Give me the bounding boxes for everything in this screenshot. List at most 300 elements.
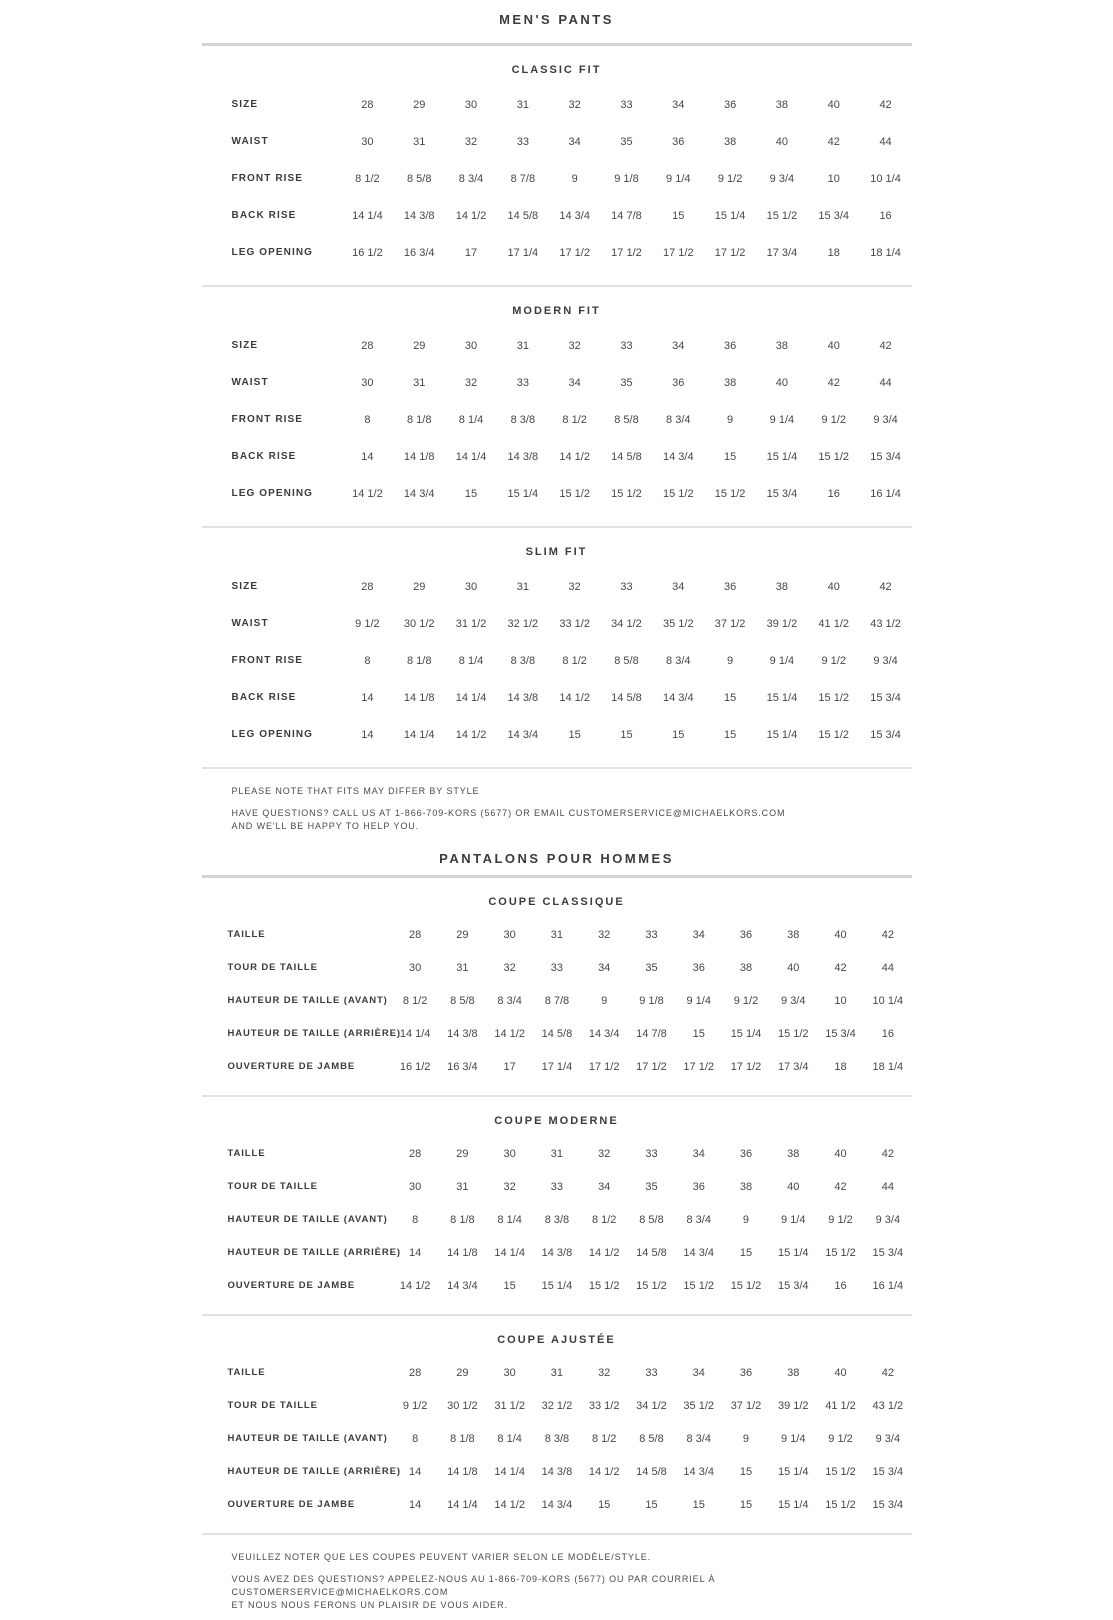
cell-value: 15 1/4: [777, 1246, 809, 1259]
cell-value: 42: [834, 1180, 847, 1193]
cell-value: 38: [723, 135, 737, 148]
cell-value: 15 1/2: [777, 1027, 809, 1040]
row-label: HAUTEUR DE TAILLE (ARRIÈRE): [227, 1247, 401, 1258]
cell-value: 8 1/4: [497, 1213, 522, 1226]
cell-value: 15 1/4: [777, 1465, 809, 1478]
cell-value: 16 1/2: [399, 1060, 431, 1073]
cell-value: 8 3/8: [510, 654, 536, 667]
cell-value: 8 1/2: [562, 654, 587, 667]
size-table: [202, 918, 912, 1083]
row-label: TOUR DE TAILLE: [227, 1400, 318, 1411]
cell-value: 33: [645, 928, 658, 941]
cell-value: 16: [827, 487, 840, 500]
cell-value: 9 1/8: [614, 172, 639, 185]
cell-value: 40: [775, 376, 789, 389]
row-label: TAILLE: [227, 929, 266, 940]
row-label: SIZE: [231, 99, 259, 110]
size-table: [202, 568, 912, 753]
cell-value: 15 3/4: [777, 1279, 809, 1292]
row-label: OUVERTURE DE JAMBE: [227, 1061, 356, 1072]
row-label: OUVERTURE DE JAMBE: [227, 1499, 356, 1510]
cell-value: 14 1/4: [455, 450, 487, 463]
row-label: LEG OPENING: [231, 488, 314, 499]
cell-value: 10 1/4: [872, 994, 904, 1007]
cell-value: 30: [503, 1366, 516, 1379]
cell-value: 14 1/4: [494, 1465, 525, 1478]
cell-value: 36: [692, 1180, 705, 1193]
cell-value: 17 3/4: [766, 246, 798, 259]
cell-value: 35: [620, 376, 633, 389]
row-label: LEG OPENING: [231, 247, 314, 258]
cell-value: 29: [413, 339, 426, 352]
cell-value: 8 3/4: [686, 1213, 711, 1226]
fit-title: SLIM FIT: [525, 546, 588, 558]
cell-value: 16 3/4: [403, 246, 435, 259]
table-row: [202, 1422, 912, 1455]
cell-value: 33: [620, 580, 633, 593]
cell-value: 15 1/2: [825, 1246, 856, 1259]
cell-value: 15: [692, 1498, 705, 1511]
cell-value: 31: [456, 1180, 469, 1193]
table-row: [202, 951, 912, 984]
cell-value: 16: [834, 1279, 847, 1292]
cell-value: 9: [742, 1213, 750, 1226]
cell-value: 8 3/4: [666, 413, 691, 426]
cell-value: 33: [516, 135, 529, 148]
cell-value: 15 1/2: [683, 1279, 715, 1292]
cell-value: 8 1/8: [406, 654, 432, 667]
row-label: WAIST: [231, 377, 269, 388]
cell-value: 42: [881, 1147, 894, 1160]
row-label: OUVERTURE DE JAMBE: [227, 1280, 356, 1291]
cell-value: 33: [550, 961, 564, 974]
cell-value: 40: [827, 98, 840, 111]
cell-value: 32 1/2: [507, 617, 539, 630]
cell-value: 33 1/2: [559, 617, 590, 630]
cell-value: 15 1/4: [507, 487, 539, 500]
cell-value: 14 1/2: [455, 209, 487, 222]
cell-value: 34: [692, 1366, 705, 1379]
cell-value: 18: [834, 1060, 847, 1073]
cell-value: 38: [775, 98, 789, 111]
cell-value: 38: [775, 339, 789, 352]
cell-value: 10: [827, 172, 840, 185]
cell-value: 15 3/4: [825, 1027, 856, 1040]
cell-value: 14 3/4: [403, 487, 435, 500]
row-label: FRONT RISE: [231, 173, 304, 184]
cell-value: 15 1/2: [714, 487, 746, 500]
fit-title: COUPE CLASSIQUE: [488, 896, 625, 908]
cell-value: 8: [364, 654, 371, 667]
cell-value: 9 1/2: [402, 1399, 428, 1412]
cell-value: 17 1/2: [714, 246, 746, 259]
cell-value: 34: [568, 135, 581, 148]
cell-value: 9 3/4: [875, 1213, 901, 1226]
cell-value: 14 5/8: [541, 1027, 573, 1040]
cell-value: 8 3/4: [666, 654, 691, 667]
cell-value: 40: [827, 580, 840, 593]
cell-value: 15 3/4: [872, 1498, 904, 1511]
cell-value: 17 1/2: [611, 246, 642, 259]
cell-value: 14 5/8: [611, 691, 642, 704]
cell-value: 33: [620, 98, 633, 111]
cell-value: 14 3/8: [507, 691, 539, 704]
cell-value: 14 3/4: [447, 1279, 478, 1292]
table-row: [202, 1269, 912, 1302]
cell-value: 8 1/2: [355, 172, 380, 185]
cell-value: 28: [409, 928, 422, 941]
cell-value: 14 1/4: [352, 209, 383, 222]
cell-value: 39 1/2: [777, 1399, 809, 1412]
cell-value: 9: [601, 994, 608, 1007]
cell-value: 32: [464, 135, 478, 148]
table-row: [202, 123, 912, 160]
cell-value: 15 3/4: [870, 450, 901, 463]
cell-value: 40: [775, 135, 789, 148]
cell-value: 18: [827, 246, 840, 259]
table-row: [202, 1170, 912, 1203]
cell-value: 9: [727, 413, 734, 426]
cell-value: 38: [787, 1366, 800, 1379]
cell-value: 14 1/2: [399, 1279, 431, 1292]
cell-value: 39 1/2: [766, 617, 798, 630]
cell-value: 15 3/4: [872, 1465, 904, 1478]
cell-value: 40: [827, 339, 840, 352]
row-label: WAIST: [231, 136, 269, 147]
cell-value: 14 1/4: [403, 728, 435, 741]
cell-value: 14 1/4: [455, 691, 487, 704]
cell-value: 16: [879, 209, 892, 222]
cell-value: 9 1/2: [717, 172, 743, 185]
cell-value: 18 1/4: [872, 1060, 904, 1073]
table-row: [202, 984, 912, 1017]
cell-value: 15 1/2: [611, 487, 642, 500]
table-row: [202, 1488, 912, 1521]
note-contact: HAVE QUESTIONS? CALL US AT 1-866-709-KORS (5677) OR EMAIL CUSTOMERSERVICE@MICHAELKORS.COM AND WE'LL BE HAPPY TO HELP YOU.: [231, 808, 786, 831]
fit-title: COUPE AJUSTÉE: [497, 1334, 616, 1346]
cell-value: 40: [834, 1366, 847, 1379]
cell-value: 8 5/8: [450, 994, 475, 1007]
cell-value: 34: [692, 1147, 705, 1160]
size-table: [202, 86, 912, 271]
cell-value: 9: [571, 172, 578, 185]
cell-value: 14 1/8: [447, 1246, 478, 1259]
note-contact-fr: VOUS AVEZ DES QUESTIONS? APPELEZ-NOUS AU 1-866-709-KORS (5677) OU PAR COURRIEL À CUSTOMERSERVICE@MICHAELKORS.COM ET NOUS NOUS FERONS UN PLAISIR DE VOUS AIDER.: [231, 1574, 716, 1610]
cell-value: 14 5/8: [611, 450, 642, 463]
table-row: [202, 475, 912, 512]
table-row: [202, 716, 912, 753]
cell-value: 15: [739, 1498, 753, 1511]
cell-value: 43 1/2: [872, 1399, 904, 1412]
cell-value: 28: [361, 98, 374, 111]
cell-value: 38: [775, 580, 789, 593]
cell-value: 36: [692, 961, 705, 974]
table-classic-fit: [202, 46, 912, 285]
cell-value: 9 1/2: [355, 617, 380, 630]
table-coupe-classique: [202, 878, 912, 1095]
cell-value: 14 1/4: [447, 1498, 478, 1511]
table-row: [202, 438, 912, 475]
cell-value: 9 1/4: [686, 994, 711, 1007]
cell-value: 16 1/2: [352, 246, 383, 259]
cell-value: 36: [739, 928, 753, 941]
row-label: HAUTEUR DE TAILLE (AVANT): [227, 1214, 388, 1225]
cell-value: 8 5/8: [614, 413, 639, 426]
cell-value: 15 1/2: [730, 1279, 762, 1292]
cell-value: 31 1/2: [455, 617, 487, 630]
cell-value: 17 1/2: [730, 1060, 762, 1073]
cell-value: 14: [361, 450, 374, 463]
cell-value: 29: [456, 1147, 469, 1160]
cell-value: 28: [409, 1147, 422, 1160]
cell-value: 8 3/4: [686, 1432, 711, 1445]
cell-value: 15: [645, 1498, 658, 1511]
cell-value: 16 1/4: [870, 487, 901, 500]
row-label: BACK RISE: [231, 692, 297, 703]
cell-value: 32: [598, 1366, 611, 1379]
table-row: [202, 86, 912, 123]
cell-value: 33 1/2: [588, 1399, 620, 1412]
cell-value: 42: [879, 98, 892, 111]
row-label: FRONT RISE: [231, 414, 304, 425]
cell-value: 17: [503, 1060, 516, 1073]
cell-value: 8 1/8: [450, 1432, 475, 1445]
row-label: TOUR DE TAILLE: [227, 962, 318, 973]
cell-value: 8 3/8: [544, 1213, 570, 1226]
cell-value: 40: [787, 1180, 800, 1193]
cell-value: 14 5/8: [636, 1246, 667, 1259]
table-row: [202, 679, 912, 716]
cell-value: 32: [568, 580, 581, 593]
cell-value: 8 1/8: [406, 413, 432, 426]
cell-value: 31: [413, 376, 426, 389]
cell-value: 8 3/4: [497, 994, 522, 1007]
cell-value: 44: [881, 961, 894, 974]
cell-value: 42: [827, 376, 840, 389]
cell-value: 15: [620, 728, 633, 741]
cell-value: 15 1/2: [588, 1279, 620, 1292]
cell-value: 31: [413, 135, 426, 148]
cell-value: 30: [361, 135, 374, 148]
cell-value: 14: [361, 728, 374, 741]
cell-value: 30: [464, 580, 478, 593]
cell-value: 33: [645, 1366, 658, 1379]
cell-value: 9 1/4: [769, 413, 795, 426]
cell-value: 15 1/2: [636, 1279, 667, 1292]
cell-value: 15: [692, 1027, 705, 1040]
cell-value: 34: [598, 961, 611, 974]
cell-value: 17 1/2: [559, 246, 590, 259]
cell-value: 8: [412, 1213, 419, 1226]
cell-value: 35 1/2: [662, 617, 694, 630]
cell-value: 34: [598, 1180, 611, 1193]
cell-value: 15: [503, 1279, 516, 1292]
cell-value: 15 3/4: [766, 487, 798, 500]
cell-value: 14: [409, 1465, 422, 1478]
table-row: [202, 1389, 912, 1422]
table-row: [202, 160, 912, 197]
table-row: [202, 1236, 912, 1269]
cell-value: 14 7/8: [636, 1027, 667, 1040]
cell-value: 8: [364, 413, 371, 426]
cell-value: 14 3/4: [662, 450, 694, 463]
cell-value: 8 7/8: [510, 172, 536, 185]
cell-value: 33: [645, 1147, 658, 1160]
cell-value: 35: [645, 1180, 658, 1193]
cell-value: 14: [409, 1246, 422, 1259]
cell-value: 15 1/2: [818, 691, 850, 704]
cell-value: 15 1/2: [662, 487, 694, 500]
row-label: BACK RISE: [231, 210, 297, 221]
cell-value: 9 3/4: [875, 1432, 901, 1445]
cell-value: 9 1/4: [769, 654, 795, 667]
cell-value: 8 1/4: [458, 654, 484, 667]
cell-value: 14: [361, 691, 374, 704]
cell-value: 15 1/4: [766, 691, 798, 704]
cell-value: 34 1/2: [611, 617, 642, 630]
cell-value: 15 1/2: [766, 209, 798, 222]
table-row: [202, 327, 912, 364]
cell-value: 34: [672, 339, 685, 352]
cell-value: 40: [834, 928, 847, 941]
cell-value: 30 1/2: [447, 1399, 478, 1412]
cell-value: 15: [672, 209, 685, 222]
cell-value: 17 1/2: [683, 1060, 715, 1073]
table-row: [202, 1455, 912, 1488]
cell-value: 8 5/8: [639, 1213, 664, 1226]
cell-value: 31: [550, 1147, 564, 1160]
cell-value: 9: [727, 654, 734, 667]
cell-value: 8 5/8: [639, 1432, 664, 1445]
cell-value: 30: [503, 1147, 516, 1160]
row-label: SIZE: [231, 340, 259, 351]
cell-value: 15 3/4: [870, 728, 901, 741]
row-label: HAUTEUR DE TAILLE (AVANT): [227, 1433, 388, 1444]
cell-value: 15 1/4: [730, 1027, 762, 1040]
size-guide-page: [202, 0, 912, 1620]
cell-value: 42: [827, 135, 840, 148]
row-label: HAUTEUR DE TAILLE (ARRIÈRE): [227, 1028, 401, 1039]
cell-value: 14 1/2: [494, 1498, 525, 1511]
cell-value: 15: [739, 1465, 753, 1478]
cell-value: 34: [672, 98, 685, 111]
cell-value: 8 5/8: [406, 172, 432, 185]
row-label: SIZE: [231, 581, 259, 592]
table-row: [202, 1050, 912, 1083]
table-row: [202, 1356, 912, 1389]
cell-value: 36: [723, 98, 737, 111]
cell-value: 15 3/4: [818, 209, 850, 222]
cell-value: 14 1/8: [403, 691, 435, 704]
cell-value: 36: [739, 1366, 753, 1379]
cell-value: 16 1/4: [872, 1279, 904, 1292]
row-label: HAUTEUR DE TAILLE (ARRIÈRE): [227, 1466, 401, 1477]
cell-value: 42: [834, 961, 847, 974]
cell-value: 36: [723, 580, 737, 593]
cell-value: 32: [503, 961, 516, 974]
cell-value: 8 1/2: [591, 1432, 617, 1445]
cell-value: 36: [739, 1147, 753, 1160]
cell-value: 38: [723, 376, 737, 389]
cell-value: 16: [881, 1027, 894, 1040]
cell-value: 14: [409, 1498, 422, 1511]
row-label: LEG OPENING: [231, 729, 314, 740]
cell-value: 43 1/2: [870, 617, 901, 630]
cell-value: 29: [413, 580, 426, 593]
cell-value: 15: [739, 1246, 753, 1259]
cell-value: 9 1/2: [828, 1213, 853, 1226]
cell-value: 34: [692, 928, 705, 941]
cell-value: 38: [787, 1147, 800, 1160]
cell-value: 17 1/2: [636, 1060, 667, 1073]
cell-value: 15 1/2: [818, 728, 850, 741]
cell-value: 14 3/8: [447, 1027, 478, 1040]
cell-value: 42: [879, 580, 892, 593]
cell-value: 30: [503, 928, 516, 941]
row-label: WAIST: [231, 618, 269, 629]
cell-value: 9 1/2: [828, 1432, 853, 1445]
table-row: [202, 1203, 912, 1236]
cell-value: 28: [409, 1366, 422, 1379]
cell-value: 15 1/4: [766, 450, 798, 463]
cell-value: 33: [620, 339, 633, 352]
row-label: TOUR DE TAILLE: [227, 1181, 318, 1192]
cell-value: 8: [412, 1432, 419, 1445]
table-row: [202, 605, 912, 642]
cell-value: 34: [568, 376, 581, 389]
table-row: [202, 642, 912, 679]
cell-value: 42: [881, 928, 894, 941]
cell-value: 30: [464, 339, 478, 352]
cell-value: 15: [723, 450, 737, 463]
cell-value: 16 3/4: [447, 1060, 478, 1073]
cell-value: 35: [645, 961, 658, 974]
cell-value: 31: [516, 98, 529, 111]
cell-value: 32 1/2: [541, 1399, 573, 1412]
cell-value: 17 3/4: [777, 1060, 809, 1073]
cell-value: 8 3/8: [510, 413, 536, 426]
cell-value: 35: [620, 135, 633, 148]
note-fit-disclaimer: PLEASE NOTE THAT FITS MAY DIFFER BY STYLE: [231, 786, 480, 796]
cell-value: 38: [787, 928, 800, 941]
cell-value: 9 1/4: [781, 1432, 806, 1445]
cell-value: 38: [739, 961, 753, 974]
cell-value: 15: [723, 691, 737, 704]
cell-value: 14 1/2: [588, 1465, 620, 1478]
table-modern-fit: [202, 287, 912, 526]
cell-value: 31: [516, 580, 529, 593]
cell-value: 9: [742, 1432, 750, 1445]
cell-value: 14 1/2: [352, 487, 383, 500]
cell-value: 9 3/4: [769, 172, 795, 185]
cell-value: 17 1/2: [588, 1060, 620, 1073]
cell-value: 32: [503, 1180, 516, 1193]
table-row: [202, 234, 912, 271]
cell-value: 36: [723, 339, 737, 352]
page-title-fr: PANTALONS POUR HOMMES: [439, 851, 674, 866]
cell-value: 9 1/2: [733, 994, 759, 1007]
cell-value: 15 1/2: [825, 1465, 856, 1478]
cell-value: 31: [456, 961, 469, 974]
row-label: FRONT RISE: [231, 655, 304, 666]
cell-value: 41 1/2: [818, 617, 850, 630]
cell-value: 14 5/8: [507, 209, 539, 222]
cell-value: 14 3/4: [683, 1465, 715, 1478]
cell-value: 14 1/2: [559, 450, 590, 463]
cell-value: 14 1/2: [588, 1246, 620, 1259]
row-label: HAUTEUR DE TAILLE (AVANT): [227, 995, 388, 1006]
cell-value: 15 1/2: [825, 1498, 856, 1511]
